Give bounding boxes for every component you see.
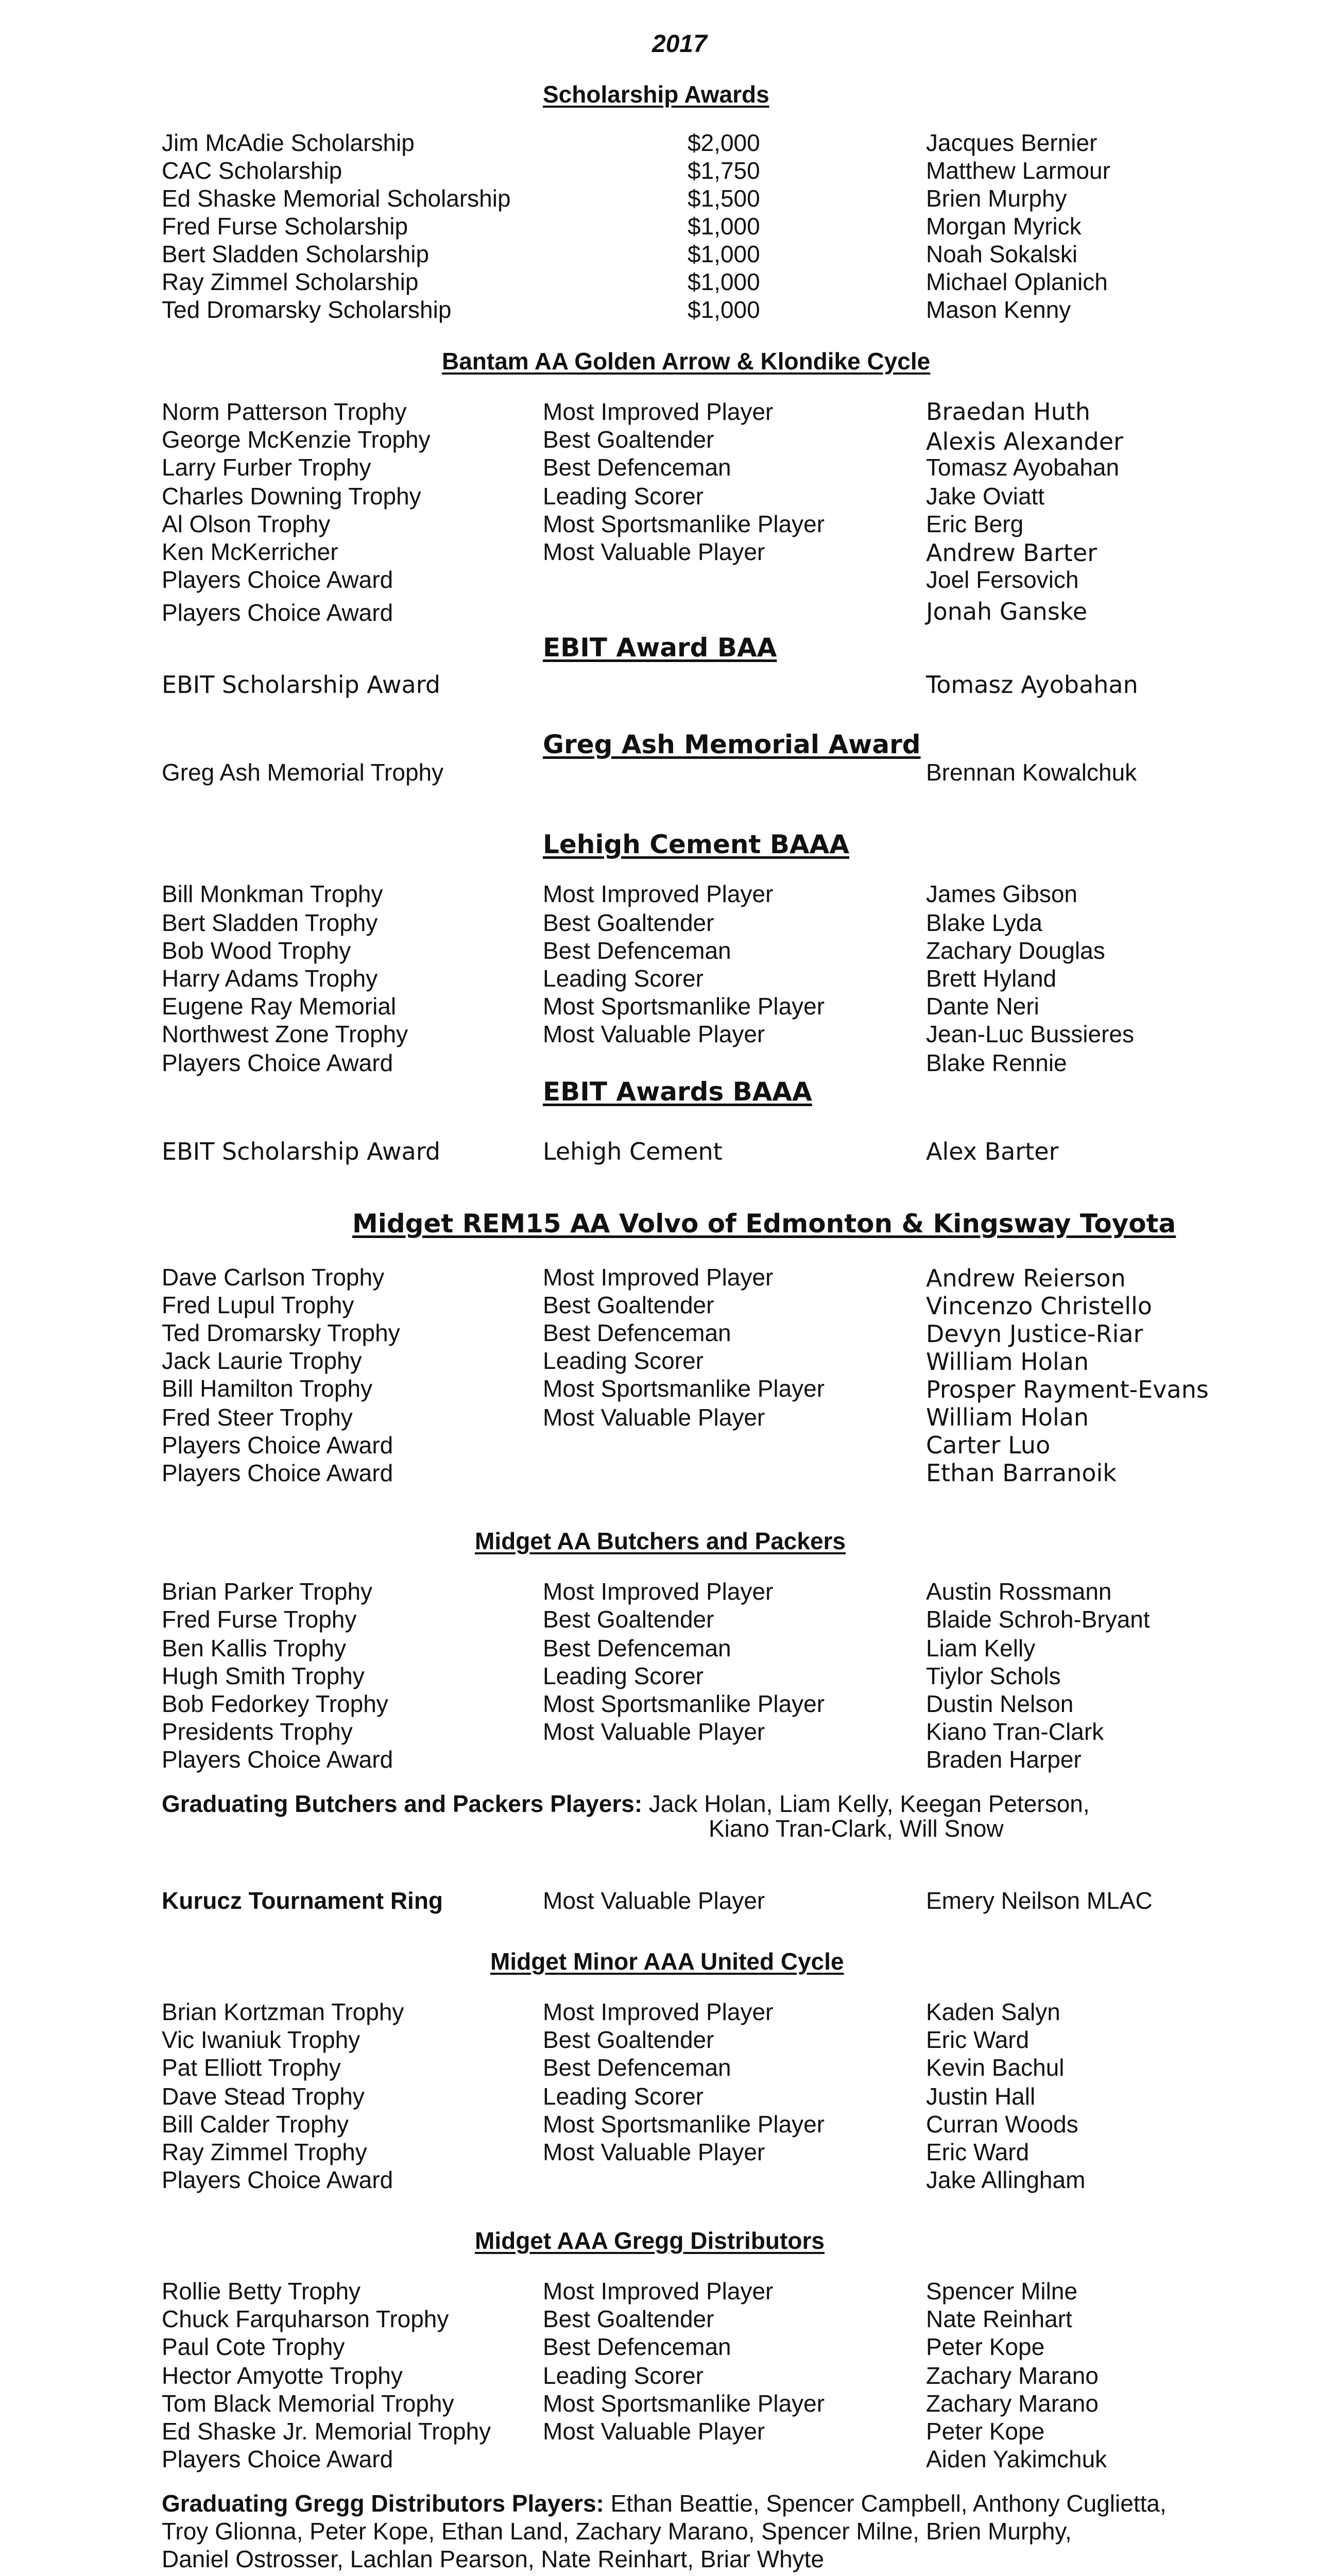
recipient: Zachary Marano (926, 2390, 1099, 2417)
recipient: Braedan Huth (926, 398, 1091, 426)
award-category: Best Defenceman (543, 937, 731, 964)
award-category: Best Defenceman (543, 454, 731, 481)
trophy-name: Bill Hamilton Trophy (162, 1375, 373, 1402)
section-heading-greg-ash: Greg Ash Memorial Award (543, 730, 921, 759)
recipient: Mason Kenny (926, 296, 1071, 323)
trophy-name: Ed Shaske Jr. Memorial Trophy (162, 2418, 491, 2445)
recipient: Peter Kope (926, 2418, 1045, 2445)
award-category: Best Goaltender (543, 1606, 714, 1633)
award-category: Best Goaltender (543, 1292, 714, 1318)
recipient: Kaden Salyn (926, 1998, 1060, 2025)
award-name: EBIT Scholarship Award (162, 1138, 441, 1165)
recipient: Eric Berg (926, 511, 1024, 537)
recipient: Jacques Bernier (926, 129, 1097, 156)
award-category: Best Goaltender (543, 2306, 714, 2332)
trophy-name: Vic Iwaniuk Trophy (162, 2026, 361, 2053)
award-category: Best Goaltender (543, 426, 714, 453)
recipient: Dustin Nelson (926, 1690, 1074, 1717)
award-category: Most Valuable Player (543, 538, 765, 565)
award-amount: $1,000 (688, 241, 760, 267)
recipient: Tiylor Schols (926, 1663, 1061, 1689)
award-amount: $1,000 (688, 296, 760, 323)
recipient: Alex Barter (926, 1138, 1059, 1165)
graduating-names-continued: Troy Glionna, Peter Kope, Ethan Land, Zachary Marano, Spencer Milne, Brien Murphy, (162, 2518, 1072, 2545)
trophy-name: Al Olson Trophy (162, 511, 331, 537)
trophy-name: Ken McKerricher (162, 538, 338, 565)
graduating-players-gregg (162, 2492, 1167, 2515)
recipient: Jean-Luc Bussieres (926, 1021, 1134, 1047)
trophy-name: Rollie Betty Trophy (162, 2278, 361, 2304)
award-category: Leading Scorer (543, 483, 704, 510)
trophy-name: Presidents Trophy (162, 1718, 353, 1745)
recipient: Michael Oplanich (926, 268, 1108, 295)
award-name: Ted Dromarsky Scholarship (162, 296, 452, 323)
recipient: Peter Kope (926, 2333, 1045, 2360)
recipient: James Gibson (926, 880, 1078, 907)
award-category: Leading Scorer (543, 2083, 704, 2110)
recipient: Nate Reinhart (926, 2306, 1072, 2332)
trophy-name: Bert Sladden Trophy (162, 909, 378, 936)
trophy-name: Bob Fedorkey Trophy (162, 1690, 388, 1717)
award-amount: $1,750 (688, 157, 760, 184)
award-name: Ed Shaske Memorial Scholarship (162, 185, 511, 212)
recipient: Noah Sokalski (926, 241, 1078, 267)
section-heading-gregg: Midget AAA Gregg Distributors (475, 2227, 825, 2254)
award-category: Most Sportsmanlike Player (543, 1375, 825, 1402)
trophy-name: Larry Furber Trophy (162, 454, 371, 481)
recipient: Austin Rossmann (926, 1578, 1112, 1605)
recipient: Prosper Rayment-Evans (926, 1376, 1209, 1403)
trophy-name: Players Choice Award (162, 1746, 393, 1773)
trophy-name: Ted Dromarsky Trophy (162, 1319, 400, 1346)
trophy-name: Players Choice Award (162, 566, 393, 593)
recipient: Tomasz Ayobahan (926, 671, 1138, 699)
trophy-name: Pat Elliott Trophy (162, 2054, 341, 2081)
award-category: Leading Scorer (543, 2362, 704, 2389)
award-category: Best Defenceman (543, 1635, 731, 1662)
award-category: Most Improved Player (543, 2278, 774, 2304)
trophy-name: Bill Calder Trophy (162, 2111, 349, 2138)
award-category: Most Sportsmanlike Player (543, 2111, 825, 2138)
award-amount: $2,000 (688, 129, 760, 156)
award-name: Jim McAdie Scholarship (162, 129, 415, 156)
section-heading-butchers: Midget AA Butchers and Packers (475, 1528, 846, 1554)
award-category: Leading Scorer (543, 965, 704, 992)
graduating-label: Graduating Butchers and Packers Players: (162, 1790, 643, 1817)
award-amount: $1,500 (688, 185, 760, 212)
trophy-name: Harry Adams Trophy (162, 965, 378, 992)
recipient: Eric Ward (926, 2026, 1030, 2053)
award-category: Best Defenceman (543, 2054, 731, 2081)
recipient: Devyn Justice-Riar (926, 1320, 1143, 1348)
recipient: Aiden Yakimchuk (926, 2446, 1107, 2472)
sponsor: Lehigh Cement (543, 1138, 723, 1165)
recipient: Justin Hall (926, 2083, 1036, 2110)
award-category: Most Valuable Player (543, 1887, 765, 1914)
trophy-name: Dave Carlson Trophy (162, 1264, 385, 1291)
trophy-name: Fred Furse Trophy (162, 1606, 357, 1633)
trophy-name: Players Choice Award (162, 599, 393, 626)
recipient: Brennan Kowalchuk (926, 759, 1137, 786)
recipient: Eric Ward (926, 2139, 1030, 2165)
recipient: Emery Neilson MLAC (926, 1887, 1153, 1914)
section-heading-scholarship: Scholarship Awards (543, 81, 769, 108)
award-name: Kurucz Tournament Ring (162, 1887, 443, 1914)
recipient: Blaide Schroh-Bryant (926, 1606, 1150, 1633)
trophy-name: Charles Downing Trophy (162, 483, 421, 510)
recipient: Braden Harper (926, 1746, 1082, 1773)
trophy-name: Ray Zimmel Trophy (162, 2139, 367, 2165)
recipient: Brien Murphy (926, 185, 1067, 212)
award-category: Most Improved Player (543, 1578, 774, 1605)
recipient: William Holan (926, 1348, 1089, 1376)
trophy-name: Greg Ash Memorial Trophy (162, 759, 444, 786)
graduating-names: Ethan Beattie, Spencer Campbell, Anthony Cuglietta, (604, 2490, 1167, 2517)
trophy-name: Brian Kortzman Trophy (162, 1998, 404, 2025)
trophy-name: Paul Cote Trophy (162, 2333, 345, 2360)
trophy-name: Brian Parker Trophy (162, 1578, 373, 1605)
award-category: Most Valuable Player (543, 1021, 765, 1047)
recipient: Joel Fersovich (926, 566, 1079, 593)
award-category: Best Goaltender (543, 909, 714, 936)
trophy-name: Dave Stead Trophy (162, 2083, 365, 2110)
recipient: Tomasz Ayobahan (926, 454, 1120, 481)
trophy-name: Eugene Ray Memorial (162, 993, 397, 1020)
section-heading-minor-aaa: Midget Minor AAA United Cycle (490, 1948, 844, 1975)
recipient: Alexis Alexander (926, 428, 1124, 455)
recipient: Morgan Myrick (926, 213, 1082, 240)
trophy-name: Tom Black Memorial Trophy (162, 2390, 454, 2417)
trophy-name: Fred Lupul Trophy (162, 1292, 354, 1318)
award-category: Most Sportsmanlike Player (543, 993, 825, 1020)
recipient: Jake Allingham (926, 2166, 1086, 2193)
trophy-name: Players Choice Award (162, 2166, 393, 2193)
award-category: Most Improved Player (543, 1264, 774, 1291)
trophy-name: Players Choice Award (162, 1049, 393, 1076)
award-category: Most Improved Player (543, 880, 774, 907)
recipient: William Holan (926, 1403, 1089, 1431)
award-category: Best Defenceman (543, 1319, 731, 1346)
trophy-name: Players Choice Award (162, 2446, 393, 2472)
trophy-name: George McKenzie Trophy (162, 426, 431, 453)
section-heading-lehigh: Lehigh Cement BAAA (543, 829, 850, 859)
award-category: Most Improved Player (543, 1998, 774, 2025)
recipient: Carter Luo (926, 1431, 1051, 1459)
graduating-names: Jack Holan, Liam Kelly, Keegan Peterson, (642, 1790, 1090, 1817)
recipient: Kevin Bachul (926, 2054, 1065, 2081)
trophy-name: Hector Amyotte Trophy (162, 2362, 403, 2389)
award-category: Most Valuable Player (543, 2139, 765, 2165)
recipient: Blake Lyda (926, 909, 1042, 936)
section-heading-ebit-baa: EBIT Award BAA (543, 633, 777, 663)
award-category: Most Sportsmanlike Player (543, 511, 825, 537)
award-category: Best Defenceman (543, 2333, 731, 2360)
award-name: Bert Sladden Scholarship (162, 241, 430, 267)
graduating-names-continued: Kiano Tran-Clark, Will Snow (709, 1815, 1004, 1842)
recipient: Kiano Tran-Clark (926, 1718, 1104, 1745)
recipient: Zachary Marano (926, 2362, 1099, 2389)
recipient: Andrew Barter (926, 539, 1097, 567)
recipient: Spencer Milne (926, 2278, 1078, 2304)
trophy-name: Players Choice Award (162, 1432, 393, 1459)
trophy-name: Ben Kallis Trophy (162, 1635, 346, 1662)
recipient: Curran Woods (926, 2111, 1078, 2138)
graduating-label: Graduating Gregg Distributors Players: (162, 2490, 604, 2517)
trophy-name: Chuck Farquharson Trophy (162, 2306, 449, 2332)
section-heading-midget-rem: Midget REM15 AA Volvo of Edmonton & Kingsway Toyota (352, 1209, 1176, 1239)
award-category: Most Sportsmanlike Player (543, 2390, 825, 2417)
document-year: 2017 (652, 30, 707, 58)
recipient: Jonah Ganske (926, 598, 1088, 625)
award-category: Most Valuable Player (543, 2418, 765, 2445)
recipient: Dante Neri (926, 993, 1039, 1020)
award-category: Leading Scorer (543, 1663, 704, 1689)
recipient: Brett Hyland (926, 965, 1057, 992)
recipient: Vincenzo Christello (926, 1292, 1153, 1320)
award-amount: $1,000 (688, 213, 760, 240)
trophy-name: Northwest Zone Trophy (162, 1021, 408, 1047)
trophy-name: Players Choice Award (162, 1460, 393, 1486)
award-name: CAC Scholarship (162, 157, 342, 184)
graduating-names-continued: Daniel Ostrosser, Lachlan Pearson, Nate Reinhart, Briar Whyte (162, 2546, 825, 2572)
award-name: Ray Zimmel Scholarship (162, 268, 419, 295)
recipient: Zachary Douglas (926, 937, 1105, 964)
graduating-players-butchers (162, 1792, 1090, 1816)
award-category: Most Valuable Player (543, 1718, 765, 1745)
recipient: Jake Oviatt (926, 483, 1045, 510)
recipient: Ethan Barranoik (926, 1459, 1117, 1487)
trophy-name: Fred Steer Trophy (162, 1404, 353, 1431)
award-category: Most Valuable Player (543, 1404, 765, 1431)
section-heading-bantam: Bantam AA Golden Arrow & Klondike Cycle (442, 348, 931, 375)
award-name: Fred Furse Scholarship (162, 213, 408, 240)
recipient: Andrew Reierson (926, 1264, 1126, 1292)
award-amount: $1,000 (688, 268, 760, 295)
trophy-name: Jack Laurie Trophy (162, 1347, 362, 1374)
award-name: EBIT Scholarship Award (162, 671, 441, 699)
trophy-name: Bob Wood Trophy (162, 937, 351, 964)
award-category: Best Goaltender (543, 2026, 714, 2053)
trophy-name: Bill Monkman Trophy (162, 880, 383, 907)
trophy-name: Hugh Smith Trophy (162, 1663, 365, 1689)
recipient: Blake Rennie (926, 1049, 1067, 1076)
trophy-name: Norm Patterson Trophy (162, 398, 407, 425)
recipient: Matthew Larmour (926, 157, 1110, 184)
award-category: Most Sportsmanlike Player (543, 1690, 825, 1717)
award-category: Leading Scorer (543, 1347, 704, 1374)
section-heading-ebit-baaa: EBIT Awards BAAA (543, 1077, 812, 1107)
recipient: Liam Kelly (926, 1635, 1036, 1662)
award-category: Most Improved Player (543, 398, 774, 425)
